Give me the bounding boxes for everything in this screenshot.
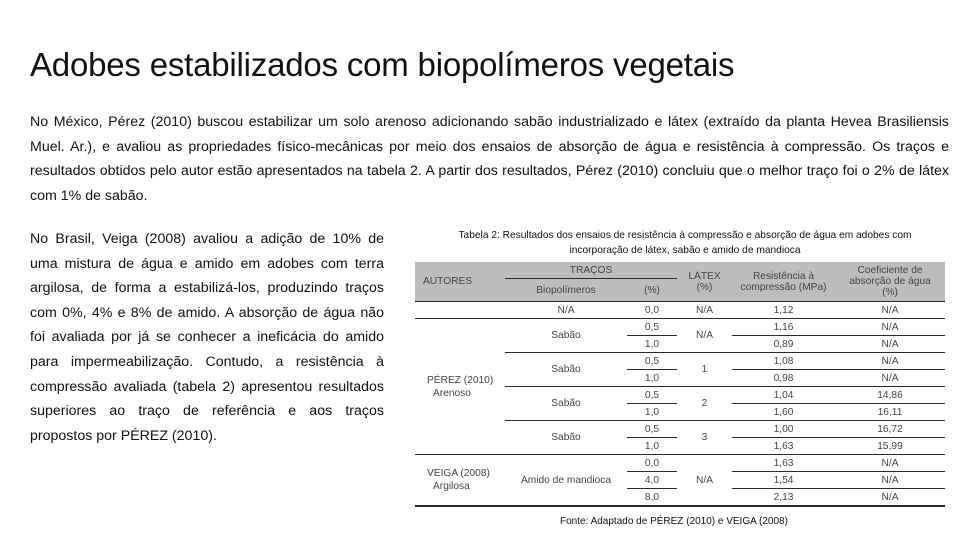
cell-pct: 0,5: [627, 387, 677, 404]
cell-res: 0,98: [732, 370, 835, 387]
veiga-paragraph: No Brasil, Veiga (2008) avaliou a adição de 10% de uma mistura de água e amido em adobes com terra argilosa, de forma a estabilizá-los, produzindo traços com 0%, 4% e 8% de amido. A absorção de água não foi avaliada por já se conhecer a ineficácia do amido para impermeabilização. Contudo, a resistência à compressão avaliada (tabela 2) apresentou resultados superiores ao traço de referência e aos traços propostos por PÉREZ (2010).: [30, 231, 384, 444]
cell-res: 1,08: [732, 353, 835, 370]
cell-coef: N/A: [835, 319, 945, 336]
cell-bio: Sabão: [505, 421, 627, 455]
header-latex: [677, 262, 732, 302]
header-latex-label: LÁTEX (%): [688, 270, 721, 293]
cell-pct: 1,0: [627, 404, 677, 421]
header-resistencia-label: Resistência à compressão (MPa): [740, 270, 827, 293]
cell-coef: 15,99: [835, 438, 945, 455]
table-row: [415, 319, 945, 336]
cell-autor: [415, 302, 505, 319]
cell-res: 1,12: [732, 302, 835, 319]
table-header-row: [415, 262, 945, 279]
header-resistencia: [732, 262, 835, 302]
cell-res: 2,13: [732, 489, 835, 507]
cell-latex: 2: [677, 387, 732, 421]
cell-latex: 1: [677, 353, 732, 387]
cell-coef: N/A: [835, 302, 945, 319]
cell-res: 0,89: [732, 336, 835, 353]
group-perez-soil: Arenoso: [433, 387, 471, 399]
header-autores: AUTORES: [423, 276, 473, 287]
cell-coef: N/A: [835, 472, 945, 489]
cell-res: 1,63: [732, 455, 835, 472]
cell-pct: 0,5: [627, 353, 677, 370]
cell-coef: N/A: [835, 489, 945, 507]
cell-res: 1,16: [732, 319, 835, 336]
cell-pct: 0,5: [627, 319, 677, 336]
page-title: Adobes estabilizados com biopolímeros vegetais: [30, 46, 735, 83]
header-tracos-label: TRAÇOS: [569, 264, 613, 276]
table-caption: Tabela 2: Resultados dos ensaios de resistência à compressão e absorção de água em adobes com incorporação de látex, sabão e amido de mandioca: [458, 230, 912, 256]
header-biopolimeros: Biopolímeros: [536, 284, 596, 296]
group-veiga-soil: Argilosa: [433, 481, 470, 492]
table-row: [415, 455, 945, 472]
intro-paragraph: No México, Pérez (2010) buscou estabilizar um solo arenoso adicionando sabão industrializado e látex (extraído da planta Hevea Brasiliensis Muel. Ar.), e avaliou as propriedades físico-mecânicas por meio dos ensaios de absorção de água e resistência à compressão. Os traços e resultados obtidos pelo autor estão apresentados na tabela 2. A partir dos resultados, Pérez (2010) concluiu que o melhor traço foi o 2% de látex com 1% de sabão.: [30, 114, 949, 204]
cell-res: 1,63: [732, 438, 835, 455]
cell-coef: N/A: [835, 370, 945, 387]
cell-coef: 14,86: [835, 387, 945, 404]
cell-res: 1,04: [732, 387, 835, 404]
table-source: Fonte: Adaptado de PÉREZ (2010) e VEIGA (2008): [560, 516, 788, 527]
group-perez: [415, 319, 505, 455]
cell-pct: 1,0: [627, 370, 677, 387]
cell-pct: 0,0: [627, 302, 677, 319]
cell-coef: 16,72: [835, 421, 945, 438]
cell-pct: 0,5: [627, 421, 677, 438]
cell-bio: Sabão: [505, 353, 627, 387]
header-coeficiente-label: Coeficiente de absorção de água (%): [849, 265, 931, 298]
cell-res: 1,00: [732, 421, 835, 438]
group-veiga-name: VEIGA (2008): [427, 468, 490, 479]
cell-coef: N/A: [835, 455, 945, 472]
cell-pct: 1,0: [627, 336, 677, 353]
cell-latex: N/A: [677, 319, 732, 353]
cell-coef: N/A: [835, 353, 945, 370]
cell-pct: 0,0: [627, 455, 677, 472]
cell-bio: Sabão: [505, 387, 627, 421]
cell-res: 1,54: [732, 472, 835, 489]
cell-latex: N/A: [677, 455, 732, 507]
cell-res: 1,60: [732, 404, 835, 421]
results-table: [415, 262, 945, 507]
cell-bio: N/A: [505, 302, 627, 319]
table-row: [415, 302, 945, 319]
group-veiga: [415, 455, 505, 507]
cell-latex: 3: [677, 421, 732, 455]
cell-latex: N/A: [677, 302, 732, 319]
group-perez-name: PÉREZ (2010): [427, 374, 494, 386]
cell-pct: 1,0: [627, 438, 677, 455]
cell-pct: 4,0: [627, 472, 677, 489]
header-pct: (%): [644, 284, 660, 296]
cell-bio: Sabão: [505, 319, 627, 353]
cell-bio: Amido de mandioca: [505, 455, 627, 507]
cell-coef: 16,11: [835, 404, 945, 421]
cell-coef: N/A: [835, 336, 945, 353]
header-coeficiente: [835, 262, 945, 302]
cell-pct: 8,0: [627, 489, 677, 507]
header-tracos: [505, 262, 677, 279]
